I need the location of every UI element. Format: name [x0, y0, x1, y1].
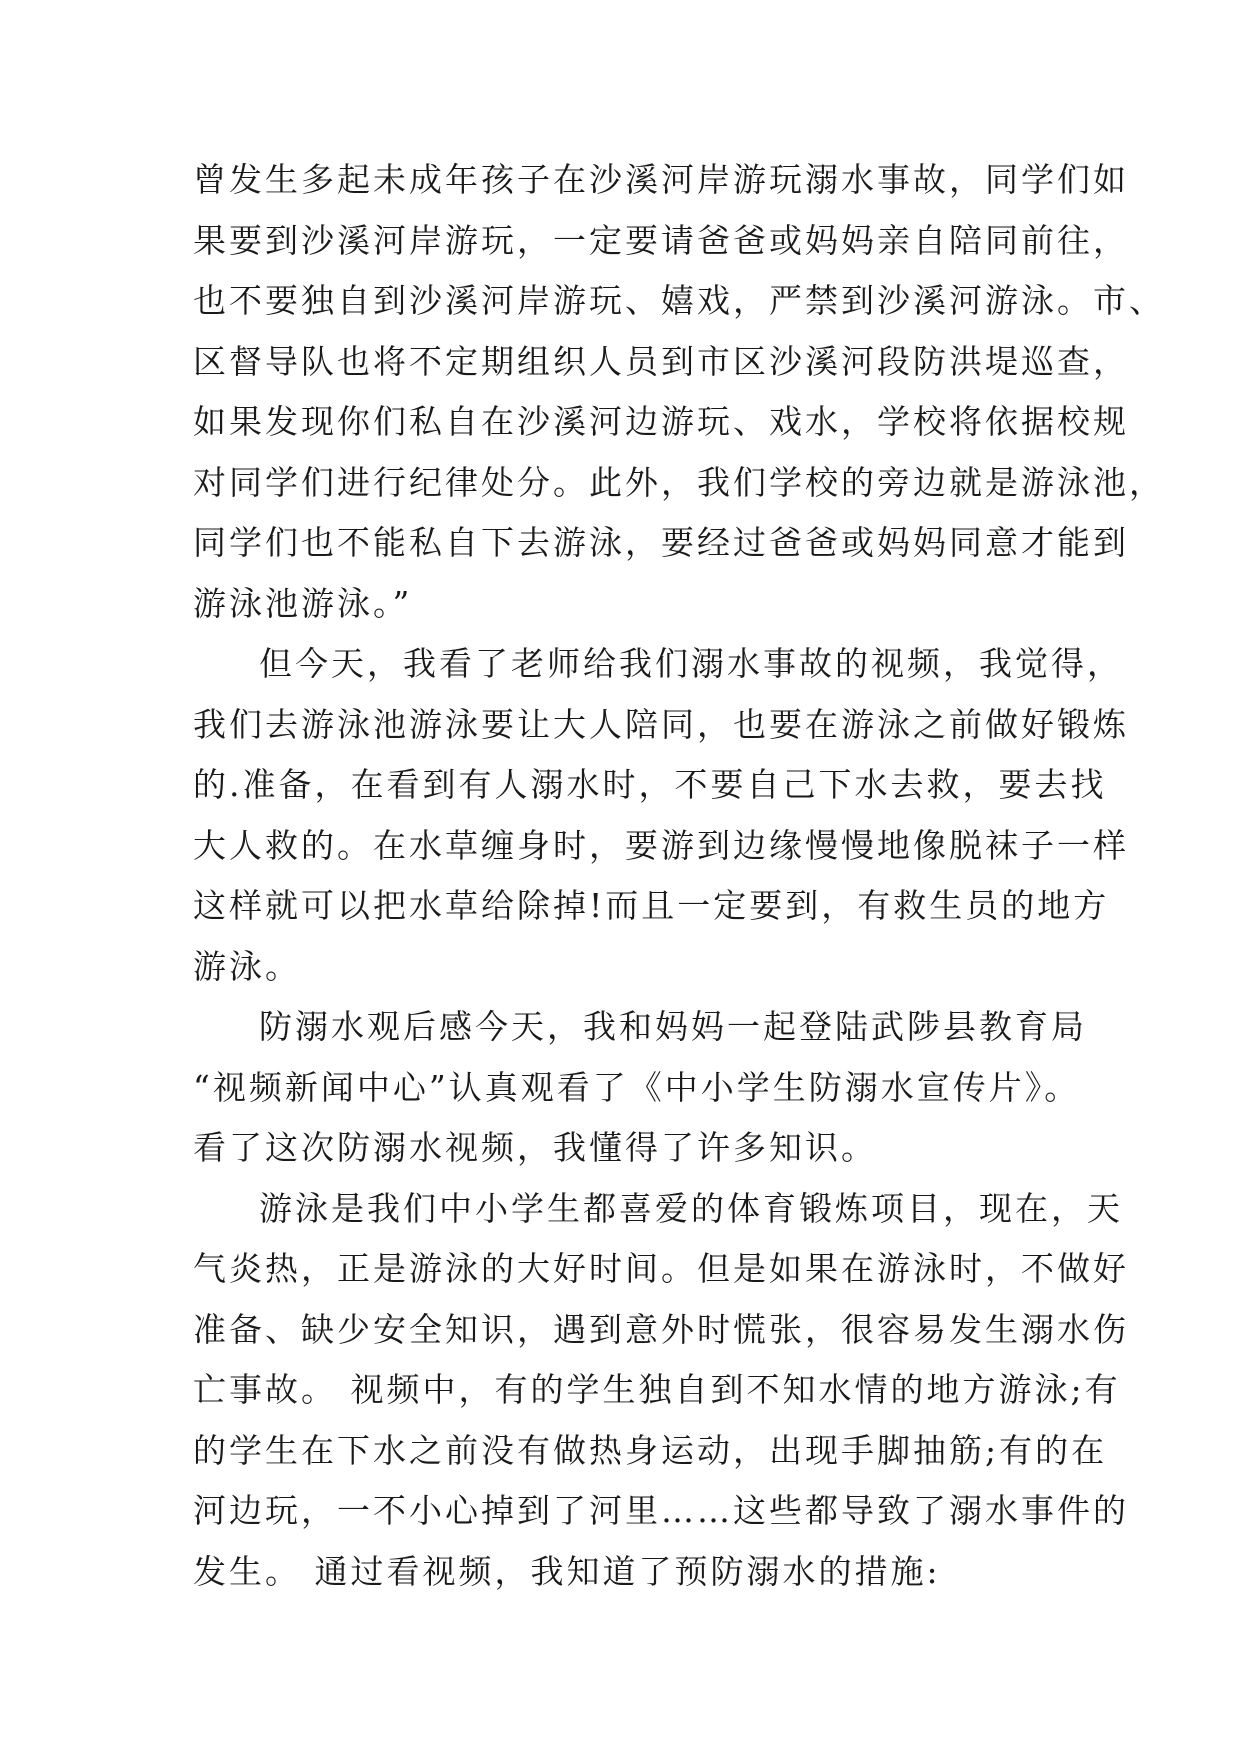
- text-line: 但今天，我看了老师给我们溺水事故的视频，我觉得，: [259, 644, 1123, 683]
- document-body: [193, 150, 1165, 1602]
- text-line: 我们去游泳池游泳要让大人陪同，也要在游泳之前做好锻炼: [193, 704, 1129, 744]
- paragraph-2: [193, 634, 1129, 997]
- text-line: 游泳是我们中小学生都喜爱的体育锻炼项目，现在，天: [259, 1188, 1123, 1228]
- text-line: 准备、缺少安全知识，遇到意外时慌张，很容易发生溺水伤: [193, 1309, 1129, 1349]
- text-line: 防溺水观后感今天，我和妈妈一起登陆武陟县教育局: [259, 1007, 1087, 1046]
- paragraph-1: [193, 150, 1165, 634]
- text-line: 气炎热，正是游泳的大好时间。但是如果在游泳时，不做好: [193, 1249, 1129, 1288]
- text-line: 的.准备，在看到有人溺水时，不要自己下水去救，要去找: [193, 765, 1107, 804]
- text-line: 对同学们进行纪律处分。此外，我们学校的旁边就是游泳池，: [193, 462, 1165, 502]
- text-line: 同学们也不能私自下去游泳，要经过爸爸或妈妈同意才能到: [193, 523, 1129, 562]
- text-line: “视频新闻中心”认真观看了《中小学生防溺水宣传片》。: [193, 1067, 1081, 1107]
- text-line: 这样就可以把水草给除掉!而且一定要到，有救生员的地方: [193, 886, 1110, 925]
- text-line: 区督导队也将不定期组织人员到市区沙溪河段防洪堤巡查，: [193, 341, 1129, 381]
- text-line: 河边玩，一不小心掉到了河里……这些都导致了溺水事件的: [193, 1491, 1129, 1530]
- text-line: 游泳。: [193, 946, 301, 986]
- text-line: 发生。 通过看视频，我知道了预防溺水的措施:: [193, 1551, 941, 1591]
- paragraph-3: [193, 997, 1087, 1179]
- text-line: 也不要独自到沙溪河岸游玩、嬉戏，严禁到沙溪河游泳。市、: [193, 281, 1165, 320]
- text-line: 果要到沙溪河岸游玩，一定要请爸爸或妈妈亲自陪同前往，: [193, 220, 1129, 260]
- text-line: 的学生在下水之前没有做热身运动，出现手脚抽筋;有的在: [193, 1430, 1108, 1470]
- text-line: 游泳池游泳。”: [193, 583, 413, 623]
- text-line: 如果发现你们私自在沙溪河边游玩、戏水，学校将依据校规: [193, 402, 1129, 441]
- paragraph-4: [193, 1179, 1129, 1603]
- text-line: 看了这次防溺水视频，我懂得了许多知识。: [193, 1128, 877, 1167]
- text-line: 大人救的。在水草缠身时，要游到边缘慢慢地像脱袜子一样: [193, 825, 1129, 865]
- text-line: 曾发生多起未成年孩子在沙溪河岸游玩溺水事故，同学们如: [193, 160, 1129, 199]
- text-line: 亡事故。 视频中，有的学生独自到不知水情的地方游泳;有: [193, 1370, 1121, 1409]
